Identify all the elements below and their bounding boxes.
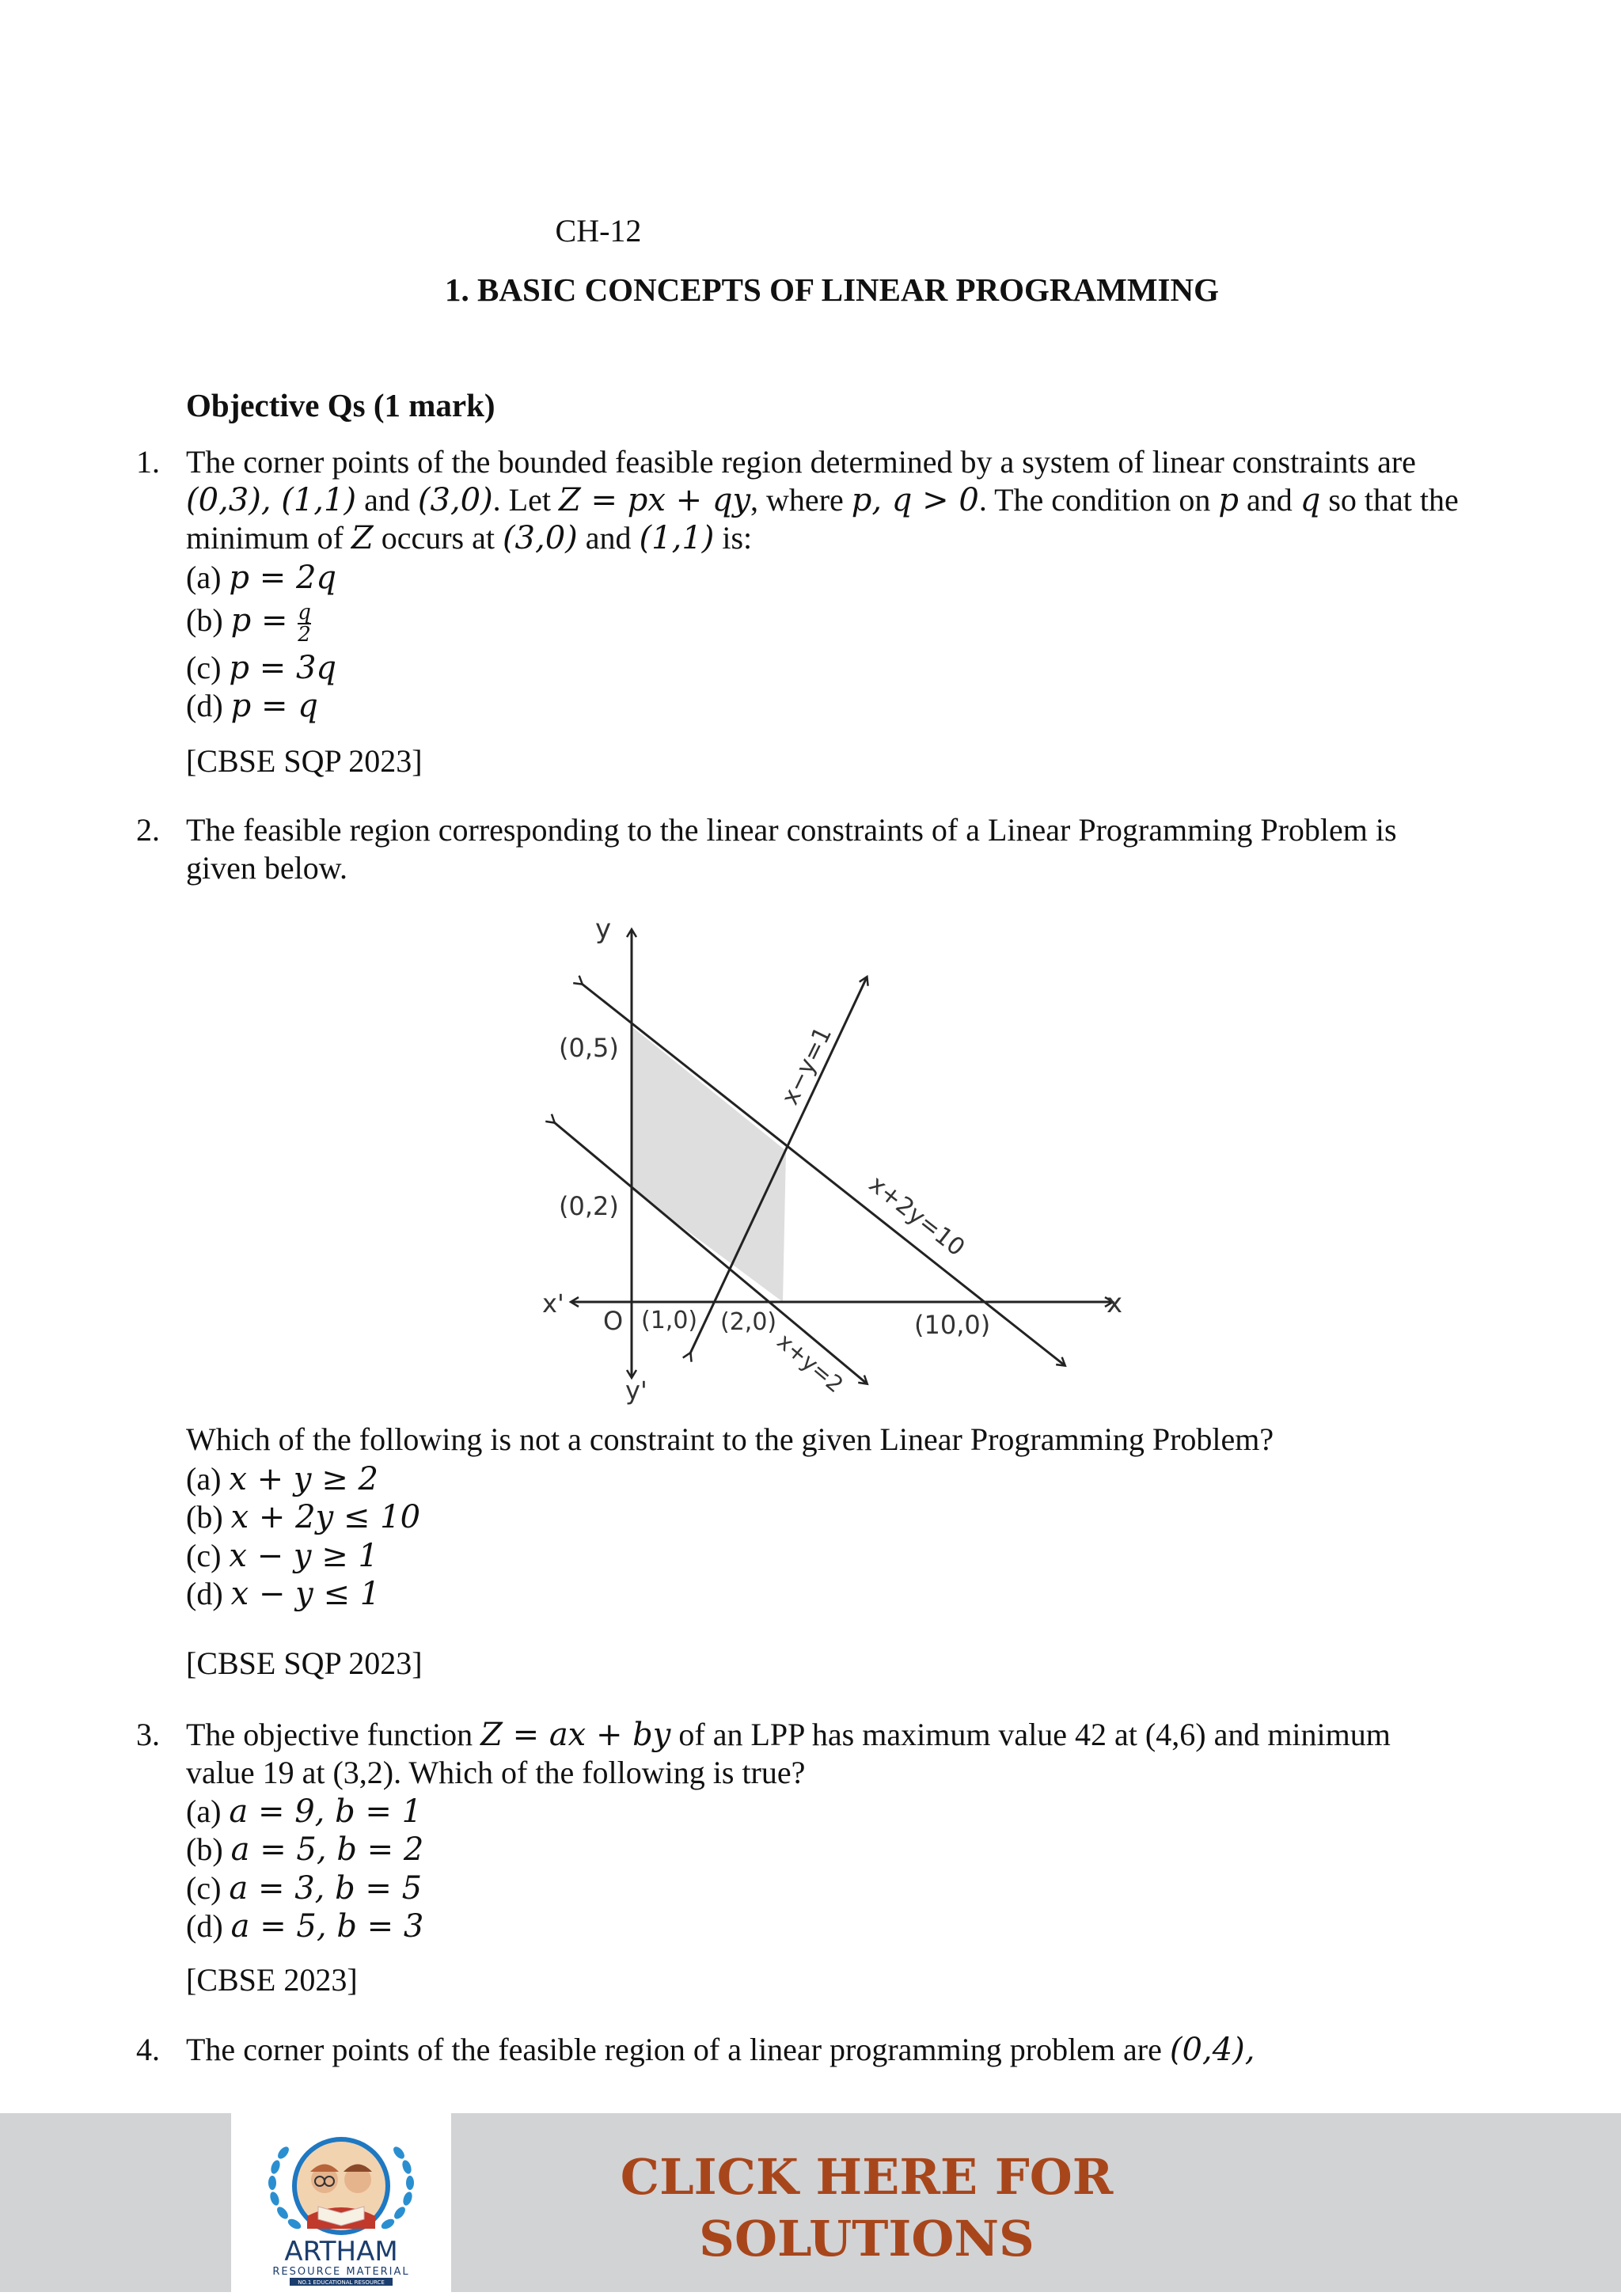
svg-text:RESOURCE MATERIAL: RESOURCE MATERIAL [272, 2266, 410, 2278]
question-4-text: The corner points of the feasible region of a linear programming problem are (0,4), [186, 2032, 1255, 2068]
point-0-2-label: (0,2) [559, 1191, 619, 1221]
question-2-prompt: Which of the following is not a constraint to the given Linear Programming Problem? [186, 1421, 1274, 1457]
q2-source: [CBSE SQP 2023] [186, 1645, 423, 1681]
y-axis-label: y [595, 913, 612, 945]
line-x-plus-y-label: x+y=2 [772, 1328, 848, 1398]
feasible-region [632, 1027, 786, 1302]
question-1-line-2: (0,3), (1,1) and (3,0). Let Z = px + qy, where p, q > 0. The condition on p and q so that the [186, 482, 1459, 518]
line-x-minus-y-label: x−y=1 [776, 1022, 838, 1110]
question-2-line-2: given below. [186, 850, 348, 886]
question-1-line-1: The corner points of the bounded feasible region determined by a system of linear constraints are [186, 444, 1416, 480]
section-heading: Objective Qs (1 mark) [186, 387, 495, 423]
q1-option-b: (b) p = $\frac{q}{2}$ [186, 600, 311, 647]
x-prime-label: x' [542, 1288, 564, 1319]
question-number-2: 2. [136, 812, 160, 848]
svg-text:ARTHAM: ARTHAM [284, 2236, 398, 2268]
svg-text:NO.1 EDUCATIONAL RESOURCE: NO.1 EDUCATIONAL RESOURCE [298, 2279, 385, 2286]
question-2-line-1: The feasible region corresponding to the linear constraints of a Linear Programming Problem is [186, 812, 1397, 848]
cta-line-2: SOLUTIONS [699, 2210, 1034, 2268]
solutions-link[interactable] [554, 2146, 1179, 2270]
question-3-text [186, 1716, 1468, 1792]
q2-option-d: (d) x − y ≤ 1 [186, 1576, 381, 1612]
line-x-plus-2y-label: x+2y=10 [864, 1170, 970, 1262]
q3-option-c: (c) a = 3, b = 5 [186, 1870, 423, 1907]
question-1-line-3: minimum of Z occurs at (3,0) and (1,1) is: [186, 520, 753, 556]
q3-option-a: (a) a = 9, b = 1 [186, 1793, 423, 1830]
point-2-0-label: (2,0) [720, 1308, 777, 1336]
q1-option-c: (c) p = 3q [186, 650, 337, 686]
x-axis-label: x [1107, 1288, 1123, 1319]
q1-source: [CBSE SQP 2023] [186, 743, 423, 779]
question-number-4: 4. [136, 2032, 160, 2067]
question-3-line-2: value 19 at (3,2). Which of the following is true? [186, 1755, 806, 1790]
page-title: 1. BASIC CONCEPTS OF LINEAR PROGRAMMING [445, 271, 1219, 308]
question-2-text [186, 811, 1468, 887]
logo-emblem [231, 2113, 451, 2292]
q3-source: [CBSE 2023] [186, 1962, 358, 1998]
q1-option-d: (d) p = q [186, 688, 318, 724]
q1-option-a: (a) p = 2q [186, 560, 337, 596]
point-10-0-label: (10,0) [914, 1310, 991, 1340]
cta-line-1: CLICK HERE FOR [620, 2148, 1114, 2206]
chapter-label: CH-12 [555, 213, 642, 249]
feasible-region-graph [507, 902, 1171, 1409]
question-number-1: 1. [136, 444, 160, 480]
q2-option-b: (b) x + 2y ≤ 10 [186, 1499, 421, 1535]
point-0-5-label: (0,5) [559, 1033, 619, 1063]
question-3-line-1: The objective function Z = ax + by of an LPP has maximum value 42 at (4,6) and minimum [186, 1717, 1391, 1753]
artham-logo[interactable] [231, 2113, 451, 2292]
point-1-0-label: (1,0) [641, 1307, 698, 1334]
q3-option-d: (d) a = 5, b = 3 [186, 1908, 424, 1945]
y-prime-label: y' [625, 1376, 647, 1406]
q2-option-a: (a) x + y ≥ 2 [186, 1461, 378, 1497]
question-1-text [186, 443, 1468, 557]
q2-option-c: (c) x − y ≥ 1 [186, 1538, 378, 1574]
q3-option-b: (b) a = 5, b = 2 [186, 1831, 424, 1868]
origin-label: O [603, 1306, 624, 1336]
question-number-3: 3. [136, 1717, 160, 1752]
